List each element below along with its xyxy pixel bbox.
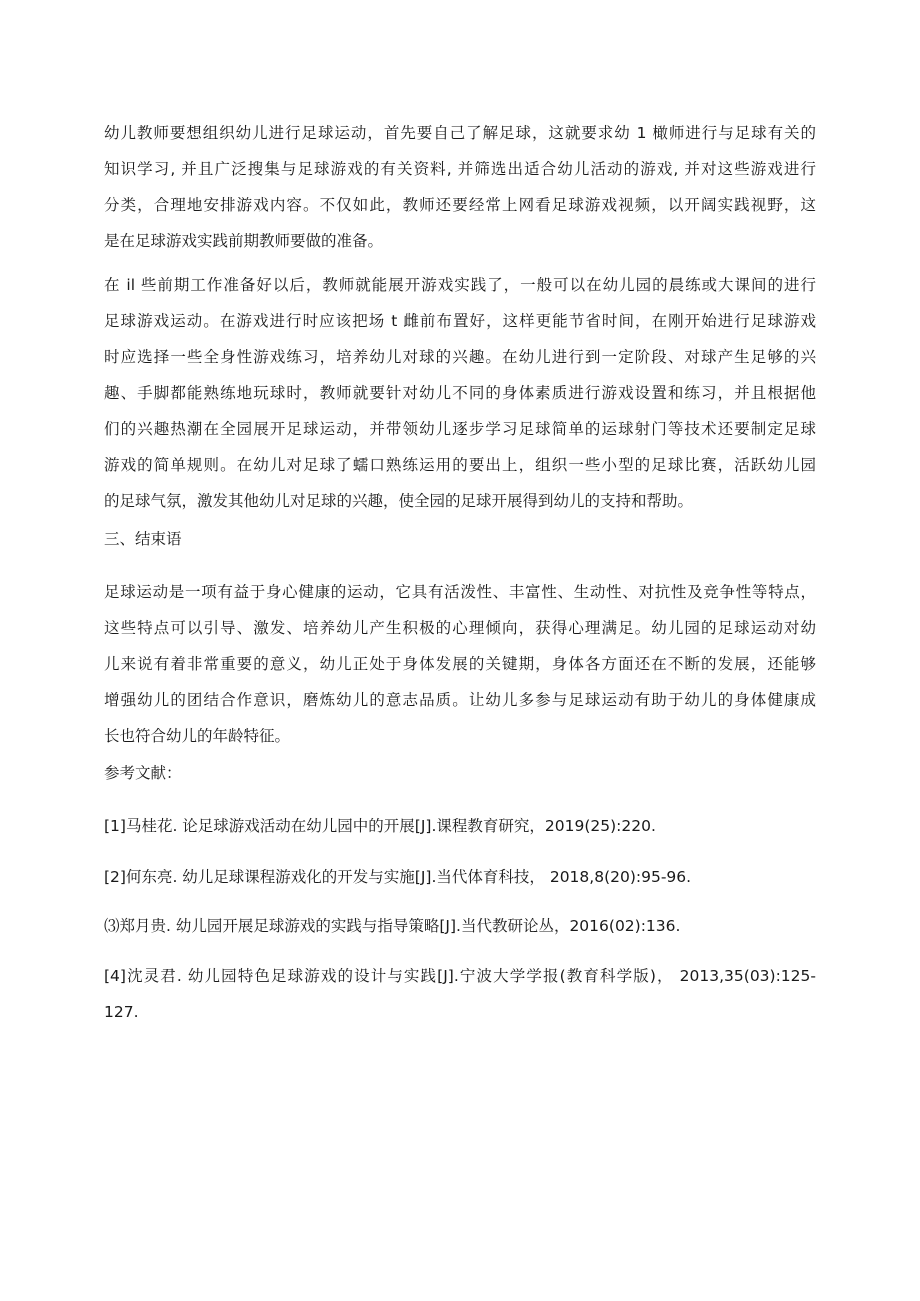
text-line: 游戏的简单规则。在幼儿对足球了蠕口熟练运用的要出上，组织一些小型的足球比赛，活跃幼儿园 — [104, 456, 816, 474]
text-line: 增强幼儿的团结合作意识，磨炼幼儿的意志品质。让幼儿多参与足球运动有助于幼儿的身体健康成 — [104, 691, 816, 709]
text-line: 们的兴趣热潮在全园展开足球运动，并带领幼儿逐步学习足球简单的运球射门等技术还要制定足球 — [104, 420, 816, 438]
references-title-text: 参考文献： — [104, 764, 182, 782]
text-line: 趣、手脚都能熟练地玩球时，教师就要针对幼儿不同的身体素质进行游戏设置和练习，并且根据他 — [104, 384, 816, 402]
text-line: 分类，合理地安排游戏内容。不仅如此，教师还要经常上网看足球游戏视频，以开阔实践视野，这 — [104, 196, 816, 214]
paragraph-preparation — [104, 115, 816, 259]
text-line: 这些特点可以引导、激发、培养幼儿产生积极的心理倾向，获得心理满足。幼儿园的足球运动对幼 — [104, 619, 816, 637]
reference-text: 127. — [104, 1003, 139, 1021]
text-line: 知识学习, 并且广泛搜集与足球游戏的有关资料, 并筛选出适合幼儿活动的游戏, 并对这些游戏进行 — [104, 160, 816, 178]
reference-item — [104, 859, 816, 895]
reference-item — [104, 908, 816, 944]
text-line: 足球运动是一项有益于身心健康的运动，它具有活泼性、丰富性、生动性、对抗性及竞争性等特点， — [104, 583, 816, 601]
reference-text: ⑶郑月贵. 幼儿园开展足球游戏的实践与指导策略[J].当代教研论丛，2016(02):136. — [104, 917, 681, 935]
reference-text: [1]马桂花. 论足球游戏活动在幼儿园中的开展[J].课程教育研究，2019(25):220. — [104, 817, 656, 835]
text-line: 足球游戏运动。在游戏进行时应该把场 t 雌前布置好，这样更能节省时间，在刚开始进行足球游戏 — [104, 312, 816, 330]
reference-text: [4]沈灵君. 幼儿园特色足球游戏的设计与实践[J].宁波大学学报(教育科学版)， 2013,35(03):125- — [104, 967, 816, 985]
reference-text: [2]何东亮. 幼儿足球课程游戏化的开发与实施[J].当代体育科技， 2018,8(20):95-96. — [104, 868, 692, 886]
references-title — [104, 755, 816, 791]
section-heading-text: 三、结束语 — [104, 530, 182, 548]
paragraph-conclusion — [104, 574, 816, 754]
text-line: 幼儿教师要想组织幼儿进行足球运动，首先要自己了解足球，这就要求幼 1 橄师进行与足球有关的 — [104, 124, 816, 142]
reference-item — [104, 958, 816, 1030]
text-line: 是在足球游戏实践前期教师要做的准备。 — [104, 232, 384, 250]
text-line: 儿来说有着非常重要的意义，幼儿正处于身体发展的关键期，身体各方面还在不断的发展，还能够 — [104, 655, 816, 673]
reference-item — [104, 808, 816, 844]
text-line: 时应选择一些全身性游戏练习，培养幼儿对球的兴趣。在幼儿进行到一定阶段、对球产生足够的兴 — [104, 348, 816, 366]
text-line: 在 il 些前期工作准备好以后，教师就能展开游戏实践了，一般可以在幼儿园的晨练或大课间的进行 — [104, 276, 816, 294]
text-line: 的足球气氛，激发其他幼儿对足球的兴趣，使全园的足球开展得到幼儿的支持和帮助。 — [104, 492, 694, 510]
text-line: 长也符合幼儿的年龄特征。 — [104, 727, 291, 745]
paragraph-practice — [104, 267, 816, 519]
section-heading — [104, 521, 816, 557]
